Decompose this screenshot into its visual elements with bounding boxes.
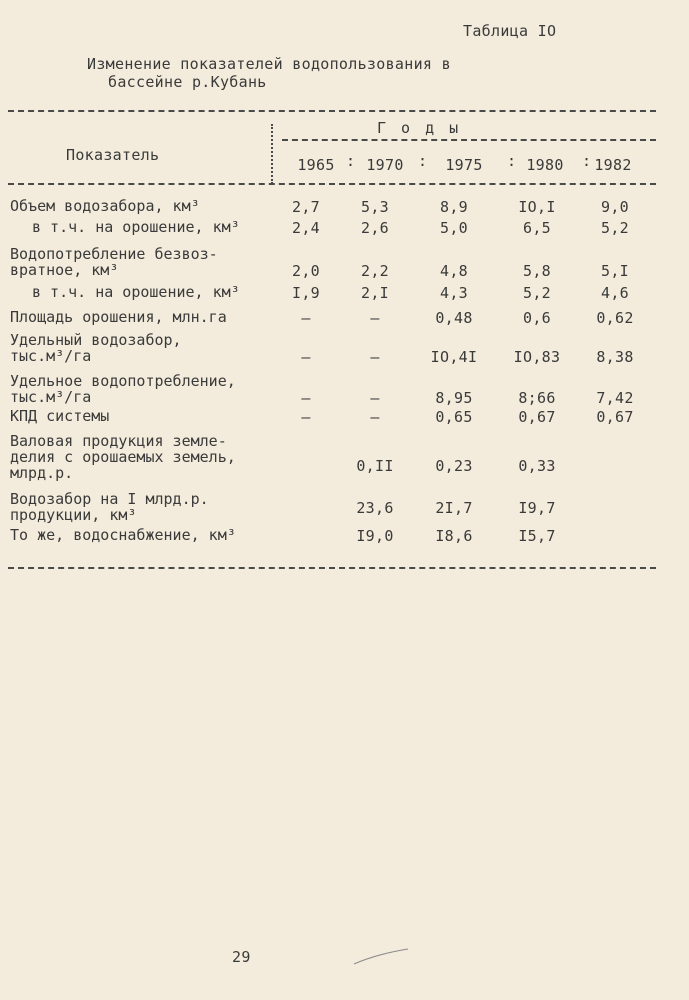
year-1970: 1970 [366, 156, 404, 174]
row-label: Валовая продукция земле- [10, 432, 227, 450]
years-rule [282, 139, 656, 141]
table-cell: 23,6 [356, 499, 394, 517]
table-cell: 4,8 [440, 262, 468, 280]
header-years-label: Г о д ы [377, 119, 462, 137]
year-1982: 1982 [594, 156, 632, 174]
row-label: тыс.м³/га [10, 347, 92, 365]
page-number: 29 [232, 948, 251, 966]
row-label: продукции, км³ [10, 506, 137, 524]
table-cell: – [370, 348, 380, 366]
table-cell: 0,II [356, 457, 394, 475]
table-cell: – [301, 348, 311, 366]
row-label: Водопотребление безвоз- [10, 245, 218, 263]
table-cell: 0,6 [523, 309, 551, 327]
table-cell: 2,4 [292, 219, 320, 237]
table-cell: 0,62 [596, 309, 634, 327]
table-cell: – [370, 408, 380, 426]
header-separator [271, 124, 273, 184]
row-label: Удельный водозабор, [10, 331, 182, 349]
table-cell: 5,2 [523, 284, 551, 302]
year-separator: : [418, 152, 428, 170]
top-rule [8, 110, 656, 112]
row-label: тыс.м³/га [10, 388, 92, 406]
table-cell: 0,23 [435, 457, 473, 475]
table-cell: 8,9 [440, 198, 468, 216]
table-cell: 5,I [601, 262, 629, 280]
table-cell: 4,6 [601, 284, 629, 302]
header-rule [8, 183, 656, 185]
year-1965: 1965 [297, 156, 335, 174]
row-label: То же, водоснабжение, км³ [10, 526, 236, 544]
row-label: Площадь орошения, млн.га [10, 308, 227, 326]
year-1980: 1980 [526, 156, 564, 174]
header-indicator: Показатель [66, 146, 160, 164]
table-cell: – [301, 309, 311, 327]
table-cell: I9,0 [356, 527, 394, 545]
table-cell: 0,48 [435, 309, 473, 327]
table-label: Таблица IO [463, 22, 557, 40]
table-cell: 5,2 [601, 219, 629, 237]
table-cell: I5,7 [518, 527, 556, 545]
row-label: в т.ч. на орошение, км³ [32, 218, 240, 236]
table-cell: I9,7 [518, 499, 556, 517]
table-cell: 9,0 [601, 198, 629, 216]
row-label: Объем водозабора, км³ [10, 197, 200, 215]
year-1975: 1975 [445, 156, 483, 174]
table-cell: – [301, 389, 311, 407]
table-cell: 4,3 [440, 284, 468, 302]
table-cell: 7,42 [596, 389, 634, 407]
row-label: млрд.р. [10, 464, 74, 482]
year-separator: : [582, 152, 592, 170]
table-cell: 0,33 [518, 457, 556, 475]
table-cell: 2,6 [361, 219, 389, 237]
row-label: вратное, км³ [10, 261, 119, 279]
table-cell: – [370, 309, 380, 327]
table-cell: – [370, 389, 380, 407]
table-cell: 2,I [361, 284, 389, 302]
bottom-rule [8, 567, 656, 569]
table-cell: 8,95 [435, 389, 473, 407]
table-cell: 0,67 [596, 408, 634, 426]
table-cell: 6,5 [523, 219, 551, 237]
year-separator: : [507, 152, 517, 170]
table-cell: IO,4I [430, 348, 478, 366]
row-label: в т.ч. на орошение, км³ [32, 283, 240, 301]
table-cell: 5,0 [440, 219, 468, 237]
table-cell: 2,2 [361, 262, 389, 280]
table-cell: IO,83 [513, 348, 561, 366]
table-cell: 0,65 [435, 408, 473, 426]
table-cell: 2,0 [292, 262, 320, 280]
year-separator: : [346, 152, 356, 170]
table-cell: 0,67 [518, 408, 556, 426]
table-cell: 2I,7 [435, 499, 473, 517]
table-cell: 5,8 [523, 262, 551, 280]
table-cell: – [301, 408, 311, 426]
row-label: КПД системы [10, 407, 110, 425]
row-label: Водозабор на I млрд.р. [10, 490, 209, 508]
table-cell: 8,38 [596, 348, 634, 366]
table-cell: IO,I [518, 198, 556, 216]
table-cell: 8;66 [518, 389, 556, 407]
row-label: делия с орошаемых земель, [10, 448, 236, 466]
table-title-line-1: Изменение показателей водопользования в [87, 55, 451, 73]
row-label: Удельное водопотребление, [10, 372, 236, 390]
pencil-mark [352, 946, 412, 968]
table-cell: I,9 [292, 284, 320, 302]
table-cell: I8,6 [435, 527, 473, 545]
table-title-line-2: бассейне р.Кубань [108, 73, 267, 91]
table-cell: 5,3 [361, 198, 389, 216]
table-cell: 2,7 [292, 198, 320, 216]
